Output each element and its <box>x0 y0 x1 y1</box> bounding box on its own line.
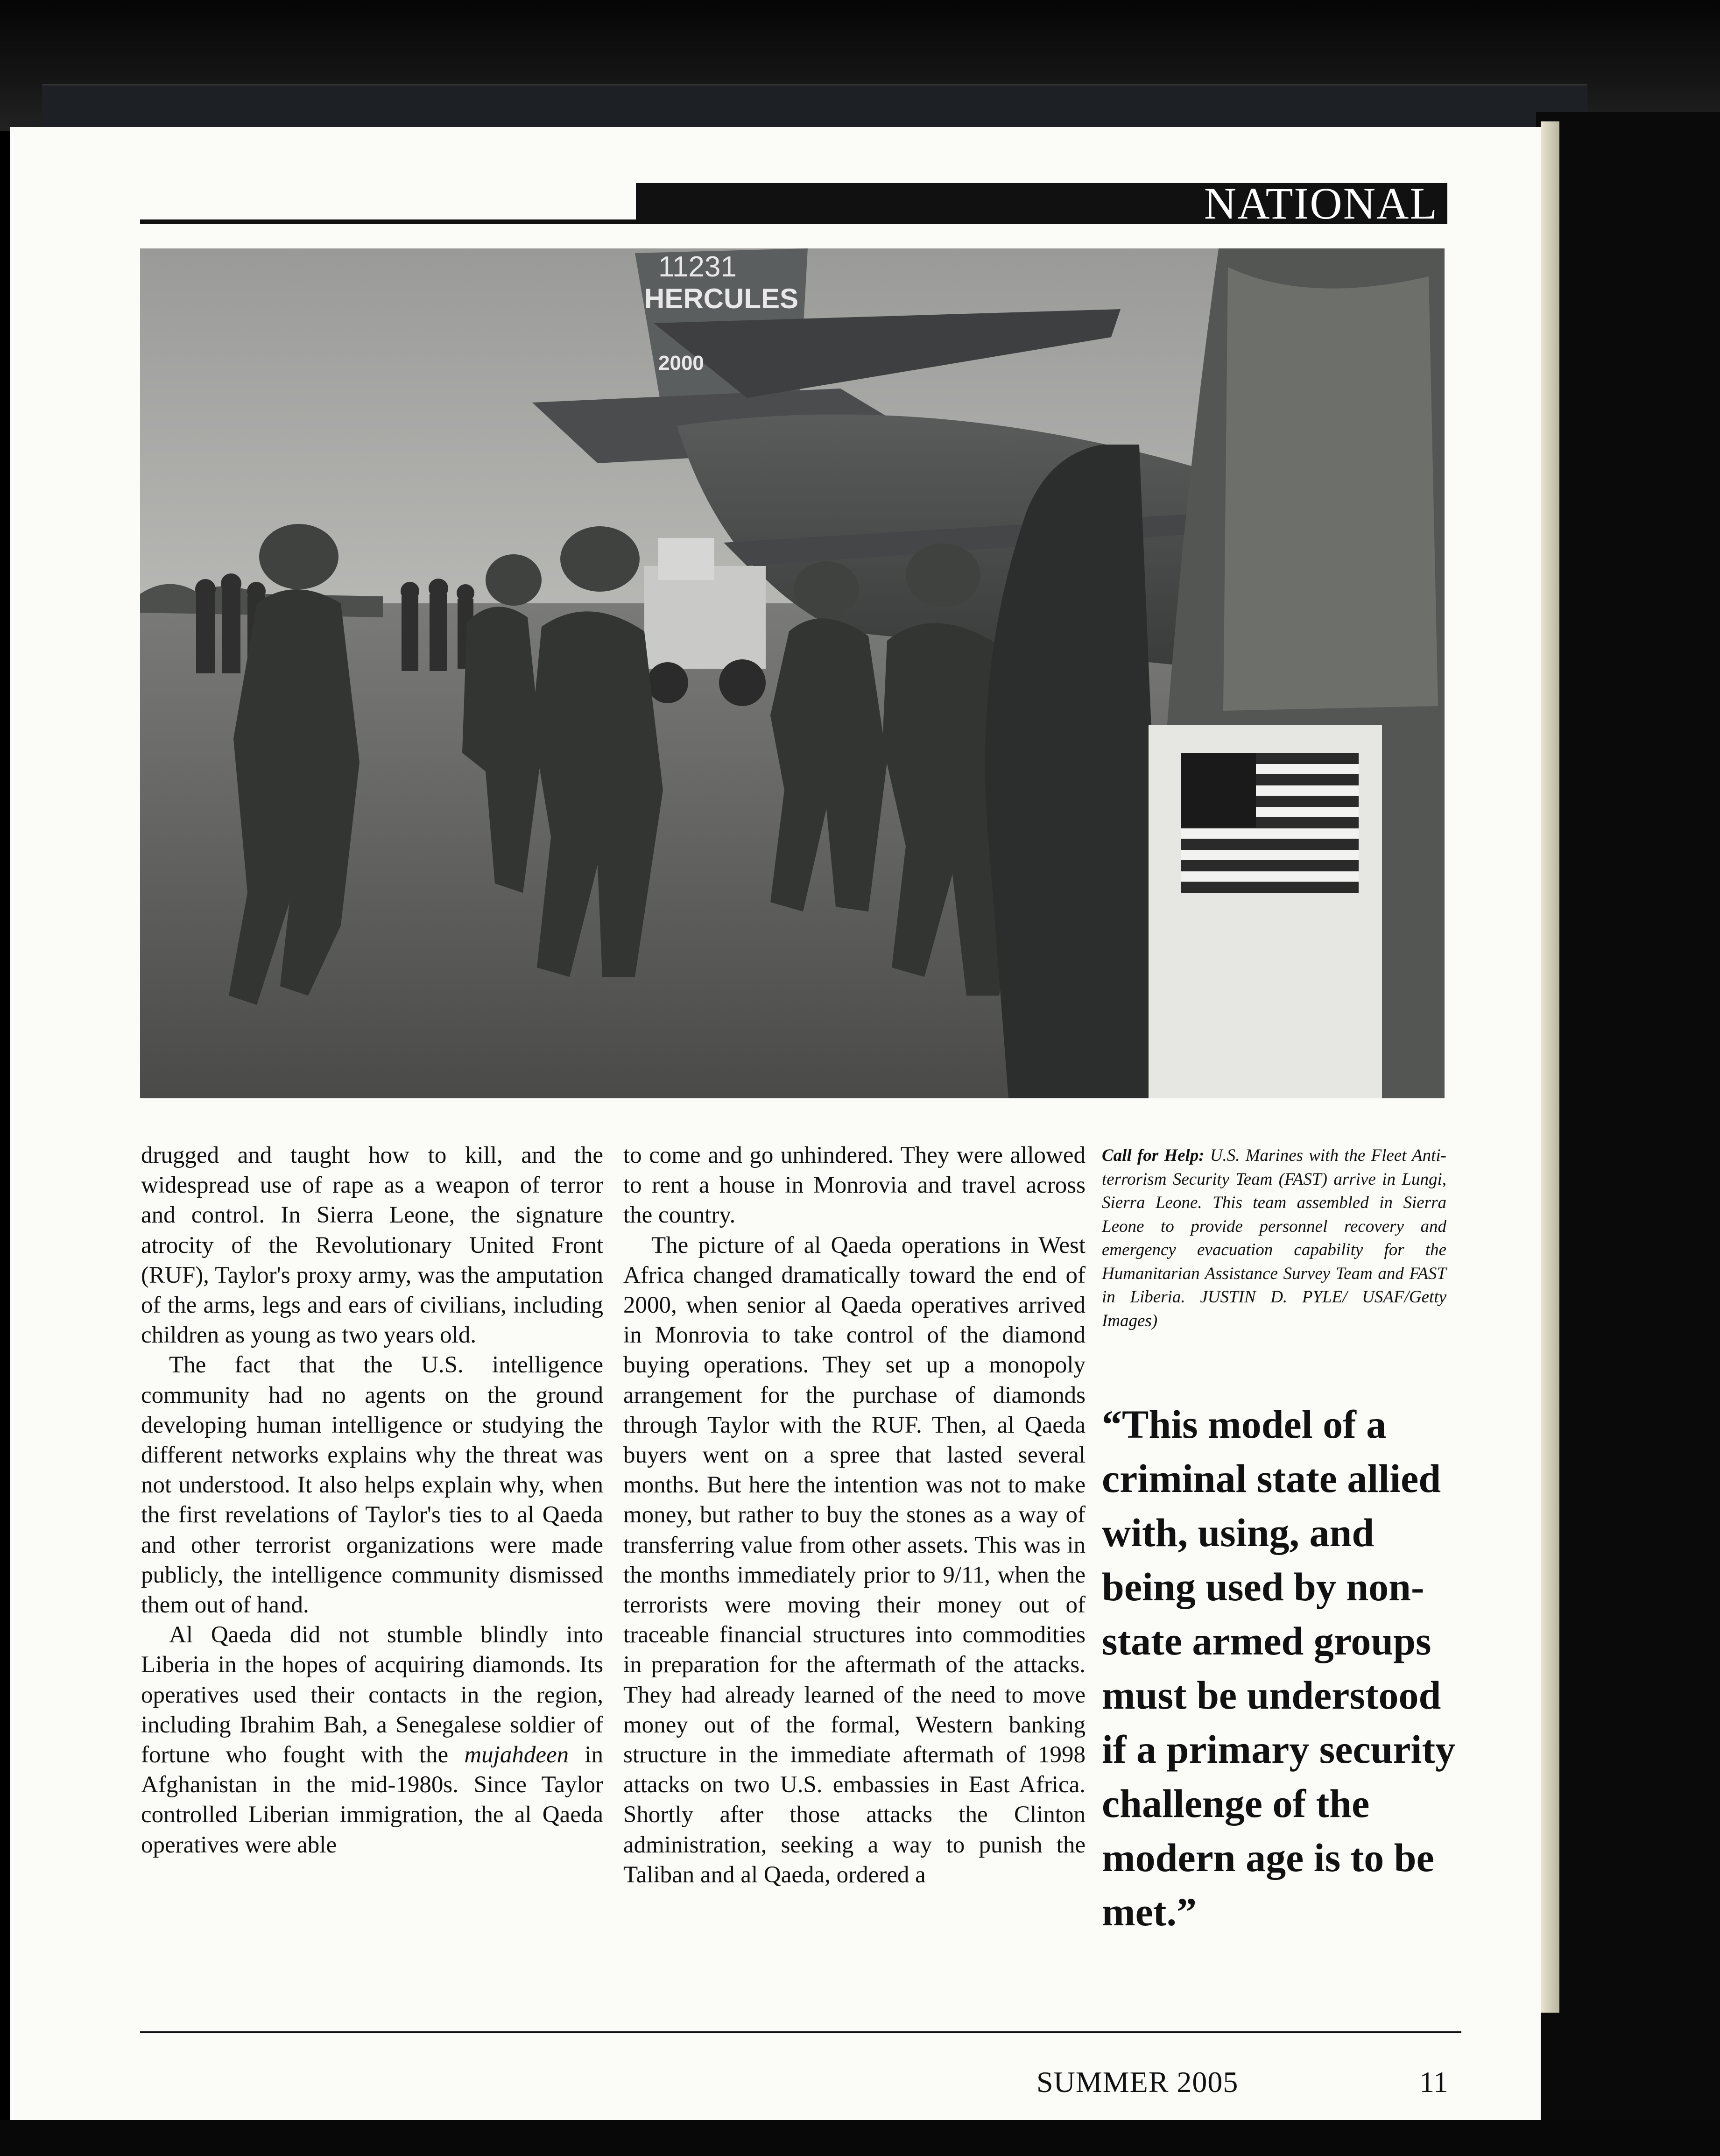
american-flag <box>1181 753 1359 893</box>
caption-lead: Call for Help: <box>1102 1146 1205 1165</box>
aircraft-type: HERCULES <box>644 283 799 314</box>
binder-bottom <box>0 2120 1720 2156</box>
magazine-page <box>10 127 1541 2120</box>
page-number: 11 <box>1419 2065 1448 2099</box>
article-column-1 <box>141 1140 603 1860</box>
issue-label: SUMMER 2005 <box>1036 2065 1239 2099</box>
col1-paragraph-3-before: Al Qaeda did not stumble blindly into Liberia in the hopes of acquiring diamonds. Its operatives used their contacts in the region, including Ibrahim Bah, a Senegalese soldier of fortune who fought with the <box>141 1622 603 1768</box>
photo-caption <box>1102 1144 1446 1333</box>
marines-boarding-photo <box>140 248 1445 1098</box>
pull-quote: “This model of a criminal state allied with, using, and being used by non-state armed groups must be understood if a primary security challenge of the modern age is to be met.” <box>1102 1402 1456 1934</box>
italic-term: mujahdeen <box>464 1742 569 1768</box>
article-photo <box>140 248 1445 1098</box>
col1-paragraph-2: The fact that the U.S. intelligence community had no agents on the ground developing human intelligence or studying the different networks explains why the threat was not understood. It also helps explain why, when the first revelations of Taylor's ties to al Qaeda and other terrorist organizations were made publicly, the intelligence community dismissed them out of hand. <box>141 1352 603 1619</box>
col1-paragraph-3 <box>141 1620 603 1860</box>
binder-rail <box>42 84 1587 128</box>
col1-paragraph-1: drugged and taught how to kill, and the widespread use of rape as a weapon of terror and control. In Sierra Leone, the signature atrocity of the Revolutionary United Front (RUF), Taylor's proxy army, was the amputation of the arms, legs and ears of civilians, including children as young as two years old. <box>141 1142 603 1349</box>
col1-paragraph-3-after: in Afghanistan in the mid-1980s. Since Taylor controlled Liberian immigration, the al Qaeda operatives were able <box>141 1742 603 1858</box>
binder-right-edge <box>1536 112 1720 2156</box>
footer-rule <box>140 2031 1461 2033</box>
page-stack-edge <box>1541 121 1559 2013</box>
article-column-2 <box>623 1140 1086 1890</box>
col2-paragraph-2: The picture of al Qaeda operations in West Africa changed dramatically toward the end of 2000, when senior al Qaeda operatives arrived in Monrovia to take control of the diamond buying operations. They set up a monopoly arrangement for the purchase of diamonds through Taylor with the RUF. Then, al Qaeda buyers went on a spree that lasted several months. But here the intention was not to make money, but rather to buy the stones as a way of transferring value from other assets. This was in the months immediately prior to 9/11, when the terrorists were moving their money out of traceable financial structures into commodities in preparation for the aftermath of the attacks. They had already learned of the need to move money out of the formal, Western banking structure in the immediate aftermath of 1998 attacks on two U.S. embassies in East Africa. Shortly after those attacks the Clinton administration, seeking a way to punish the Taliban and al Qaeda, ordered a <box>623 1232 1086 1888</box>
aircraft-serial: 11231 <box>658 251 737 283</box>
col2-paragraph-1: to come and go unhindered. They were allowed to rent a house in Monrovia and travel across the country. <box>623 1142 1086 1229</box>
section-label: NATIONAL <box>636 183 1447 224</box>
caption-text: U.S. Marines with the Fleet Anti-terrorism Security Team (FAST) arrive in Lungi, Sierra Leone. This team assembled in Sierra Leone to provide personnel recovery and emergency evacuation capability for the Humanitarian Assistance Survey Team and FAST in Liberia. JUSTIN D. PYLE/ USAF/Getty Images) <box>1102 1146 1446 1330</box>
aircraft-year: 2000 <box>658 352 704 375</box>
